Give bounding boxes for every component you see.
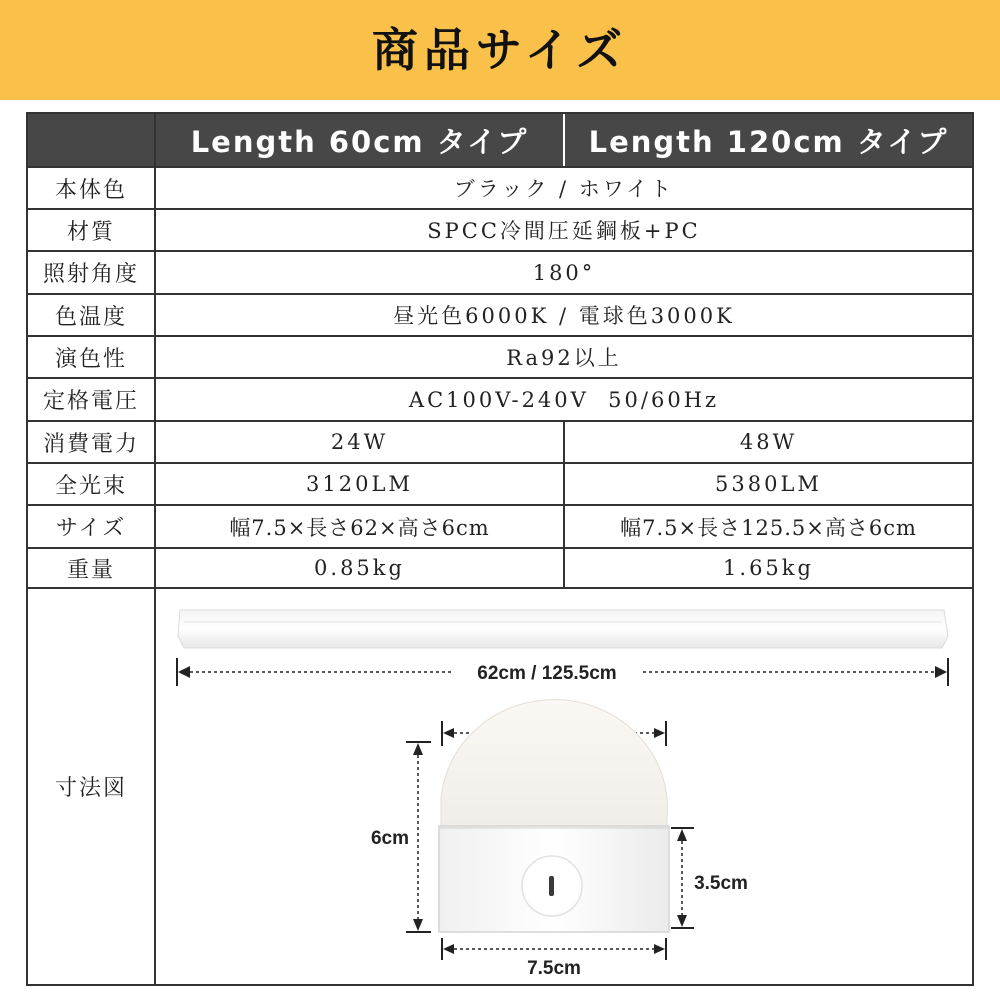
value-power-60: 24W [330, 430, 389, 454]
row-divider [28, 547, 972, 549]
bottom-width-dimension [442, 938, 666, 960]
row-label-power: 消費電力 [42, 431, 139, 457]
value-cri: Ra92以上 [506, 346, 622, 370]
row-divider [28, 250, 972, 252]
header-corner-cell [28, 114, 154, 166]
row-label-color-temp: 色温度 [54, 304, 127, 330]
header-column-divider [563, 114, 565, 166]
row-label-color: 本体色 [54, 177, 127, 203]
header-120cm: Length 120cm タイプ [565, 114, 972, 166]
row-divider [28, 420, 972, 422]
value-material: SPCC冷間圧延鋼板+PC [427, 219, 701, 243]
column-divider [563, 420, 565, 587]
value-lumen-120: 5380LM [715, 472, 822, 496]
height-dimension-label: 6cm [370, 828, 410, 849]
value-power-120: 48W [739, 430, 798, 454]
row-divider [28, 293, 972, 295]
row-label-material: 材質 [66, 219, 115, 245]
row-divider [28, 462, 972, 464]
value-size-60: 幅7.5×長さ62×高さ6cm [229, 515, 490, 540]
row-label-beam-angle: 照射角度 [42, 262, 139, 287]
value-color: ブラック / ホワイト [453, 177, 675, 201]
value-voltage: AC100V-240V 50/60Hz [408, 387, 720, 412]
height-dimension [406, 742, 431, 932]
row-divider [28, 166, 972, 168]
row-label-weight: 重量 [66, 557, 115, 583]
row-label-size: サイズ [55, 516, 127, 541]
header-60cm: Length 60cm タイプ [156, 114, 563, 166]
row-label-cri: 演色性 [54, 346, 127, 372]
value-color-temp: 昼光色6000K / 電球色3000K [393, 304, 735, 328]
value-weight-60: 0.85kg [314, 556, 405, 580]
value-beam-angle: 180° [532, 260, 596, 285]
row-label-dimension-diagram: 寸法図 [54, 776, 127, 801]
value-lumen-60: 3120LM [306, 472, 413, 496]
row-label-voltage: 定格電圧 [42, 389, 139, 414]
bottom-width-dimension-label: 7.5cm [527, 958, 581, 979]
value-weight-120: 1.65kg [723, 556, 814, 580]
page-title: 商品サイズ [371, 23, 629, 77]
cross-section-profile [439, 700, 669, 932]
dimension-diagram [154, 588, 972, 984]
light-bar-side-view [178, 610, 948, 648]
row-divider [28, 377, 972, 379]
body-height-dimension-label: 3.5cm [694, 873, 748, 894]
value-size-120: 幅7.5×長さ125.5×高さ6cm [620, 515, 917, 540]
row-divider [28, 208, 972, 210]
row-divider [28, 504, 972, 506]
row-divider [28, 335, 972, 337]
length-dimension-label: 62cm / 125.5cm [477, 663, 617, 684]
row-label-lumen: 全光束 [54, 473, 127, 499]
body-height-dimension [671, 828, 694, 928]
